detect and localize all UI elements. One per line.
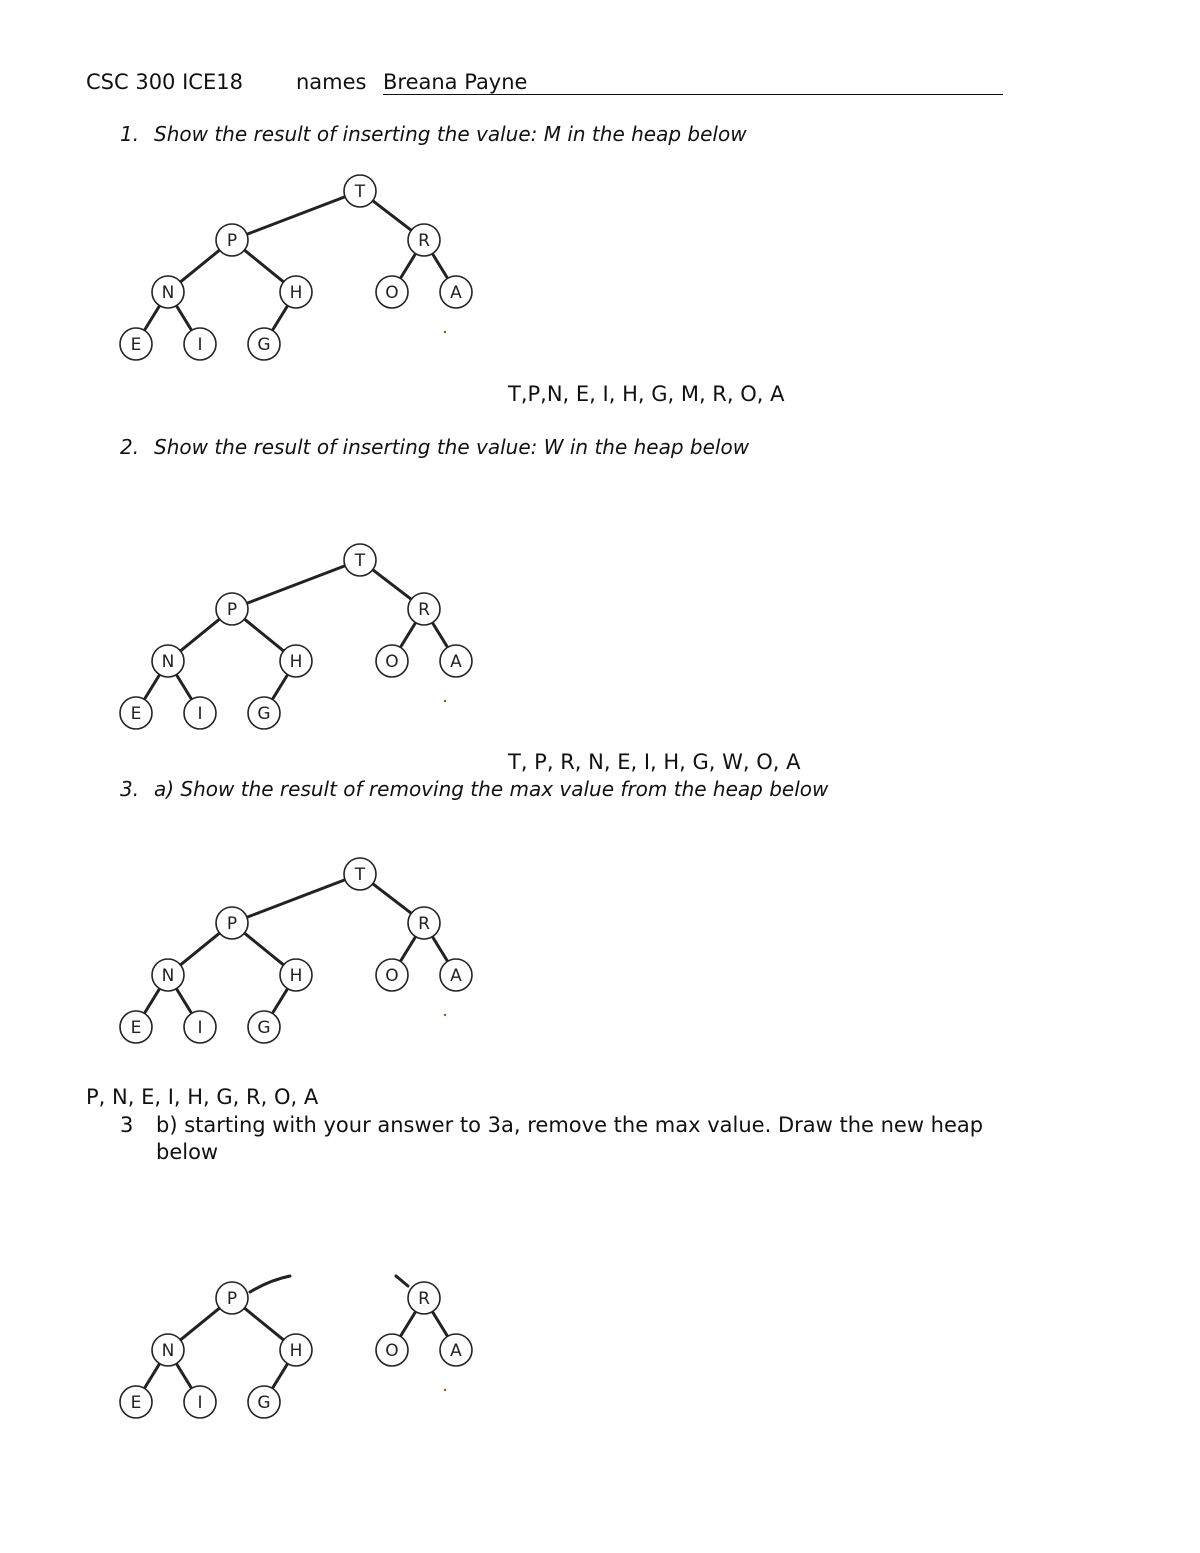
q3a-answer: P, N, E, I, H, G, R, O, A [86, 1085, 319, 1109]
edge-P-H [244, 933, 283, 965]
edge-P-H [244, 1308, 283, 1340]
heap-node-p [216, 907, 248, 939]
edge-H-G [272, 1364, 287, 1389]
q2-prompt: Show the result of inserting the value: W in the heap below [154, 435, 750, 459]
red-speck [444, 700, 446, 702]
svg-text:G: G [257, 1393, 271, 1413]
edge-H-G [272, 306, 287, 331]
svg-text:G: G [257, 335, 271, 355]
edge-R-A [432, 254, 447, 279]
edge-R-O [400, 254, 415, 279]
heap-node-e [120, 697, 152, 729]
heap-node-t [344, 544, 376, 576]
heap-node-p [216, 593, 248, 625]
heap-node-r [408, 224, 440, 256]
svg-text:N: N [161, 1341, 175, 1361]
edge-N-E [144, 675, 159, 700]
svg-text:H: H [289, 1341, 303, 1361]
heap-node-h [280, 1334, 312, 1366]
svg-text:P: P [226, 600, 238, 620]
svg-text:G: G [257, 704, 271, 724]
heap-node-t [344, 175, 376, 207]
heap-node-r [408, 1282, 440, 1314]
q3a-heap-diagram [0, 855, 500, 1055]
edge-N-I [176, 675, 191, 700]
heap-node-a [440, 645, 472, 677]
heap-node-i [184, 328, 216, 360]
svg-text:O: O [385, 966, 399, 986]
svg-text:E: E [130, 1018, 142, 1038]
red-speck [444, 1389, 446, 1391]
edge-T-R [373, 570, 412, 600]
heap-node-a [440, 1334, 472, 1366]
student-name: Breana Payne [383, 70, 528, 94]
svg-text:I: I [197, 335, 203, 355]
edge-N-I [176, 989, 191, 1014]
edge-R-A [432, 623, 447, 648]
heap-node-a [440, 276, 472, 308]
svg-text:P: P [226, 1289, 238, 1309]
heap-node-r [408, 907, 440, 939]
edge-R-O [400, 1312, 415, 1337]
edge-P-H [244, 619, 283, 651]
edge-R-O [400, 623, 415, 648]
edge-N-I [176, 306, 191, 331]
edge-H-G [272, 989, 287, 1014]
svg-text:R: R [418, 231, 430, 251]
edge-H-G [272, 675, 287, 700]
q1-prompt: Show the result of inserting the value: M in the heap below [154, 122, 747, 146]
svg-text:R: R [418, 914, 430, 934]
q3b-prompt-line1: b) starting with your answer to 3a, remove the max value. Draw the new heap [156, 1113, 984, 1137]
heap-node-g [248, 1386, 280, 1418]
svg-text:A: A [450, 1341, 462, 1361]
heap-node-p [216, 224, 248, 256]
names-label: names [296, 70, 367, 94]
svg-text:H: H [289, 966, 303, 986]
svg-text:T: T [354, 551, 366, 571]
heap-node-e [120, 1011, 152, 1043]
q1-answer: T,P,N, E, I, H, G, M, R, O, A [508, 382, 785, 406]
edge-T-P [247, 566, 345, 604]
heap-node-g [248, 1011, 280, 1043]
q2-answer: T, P, R, N, E, I, H, G, W, O, A [508, 750, 801, 774]
svg-text:E: E [130, 1393, 142, 1413]
heap-node-h [280, 959, 312, 991]
edge-N-E [144, 306, 159, 331]
edge-T-P [247, 197, 345, 235]
heap-node-g [248, 697, 280, 729]
q1-number: 1. [120, 122, 140, 146]
heap-node-h [280, 645, 312, 677]
svg-text:P: P [226, 231, 238, 251]
edge-P-N [180, 250, 219, 282]
svg-text:I: I [197, 704, 203, 724]
svg-text:N: N [161, 966, 175, 986]
heap-node-n [152, 959, 184, 991]
edge-N-E [144, 989, 159, 1014]
heap-node-n [152, 1334, 184, 1366]
svg-text:T: T [354, 182, 366, 202]
heap-node-i [184, 1011, 216, 1043]
heap-node-h [280, 276, 312, 308]
edge-P-N [180, 1308, 219, 1340]
svg-text:N: N [161, 652, 175, 672]
red-speck [444, 1014, 446, 1016]
q2-heap-diagram [0, 541, 500, 741]
heap-node-o [376, 1334, 408, 1366]
heap-node-i [184, 697, 216, 729]
heap-node-n [152, 276, 184, 308]
svg-text:A: A [450, 283, 462, 303]
heap-node-g [248, 328, 280, 360]
heap-node-o [376, 959, 408, 991]
edge-T-R [373, 884, 412, 914]
edge-R-O [400, 937, 415, 962]
svg-text:H: H [289, 283, 303, 303]
svg-text:E: E [130, 335, 142, 355]
q3a-prompt: a) Show the result of removing the max value from the heap below [154, 777, 829, 801]
svg-text:O: O [385, 283, 399, 303]
svg-text:I: I [197, 1393, 203, 1413]
svg-text:A: A [450, 652, 462, 672]
svg-text:H: H [289, 652, 303, 672]
q3b-heap-diagram [0, 1230, 500, 1430]
edge-R-A [432, 937, 447, 962]
svg-text:R: R [418, 1289, 430, 1309]
course-title: CSC 300 ICE18 [86, 70, 243, 94]
heap-node-i [184, 1386, 216, 1418]
q2-number: 2. [120, 435, 140, 459]
heap-node-o [376, 276, 408, 308]
red-speck [444, 331, 446, 333]
heap-node-a [440, 959, 472, 991]
edge-N-E [144, 1364, 159, 1389]
heap-node-o [376, 645, 408, 677]
edge-N-I [176, 1364, 191, 1389]
q1-heap-diagram [0, 172, 500, 372]
svg-text:O: O [385, 1341, 399, 1361]
svg-text:G: G [257, 1018, 271, 1038]
svg-text:E: E [130, 704, 142, 724]
svg-text:P: P [226, 914, 238, 934]
edge-T-R [373, 201, 412, 231]
svg-text:A: A [450, 966, 462, 986]
svg-text:N: N [161, 283, 175, 303]
edge-fragment-right [396, 1276, 408, 1286]
q3b-number: 3 [120, 1113, 134, 1137]
edge-fragment-left [250, 1276, 290, 1292]
heap-node-p [216, 1282, 248, 1314]
svg-text:I: I [197, 1018, 203, 1038]
edge-P-N [180, 619, 219, 651]
svg-text:R: R [418, 600, 430, 620]
edge-P-H [244, 250, 283, 282]
heap-node-e [120, 328, 152, 360]
q3b-prompt-line2: below [156, 1140, 219, 1164]
edge-T-P [247, 880, 345, 918]
heap-node-r [408, 593, 440, 625]
svg-text:O: O [385, 652, 399, 672]
q3a-number: 3. [120, 777, 140, 801]
edge-P-N [180, 933, 219, 965]
heap-node-t [344, 858, 376, 890]
svg-text:T: T [354, 865, 366, 885]
heap-node-n [152, 645, 184, 677]
edge-R-A [432, 1312, 447, 1337]
heap-node-e [120, 1386, 152, 1418]
